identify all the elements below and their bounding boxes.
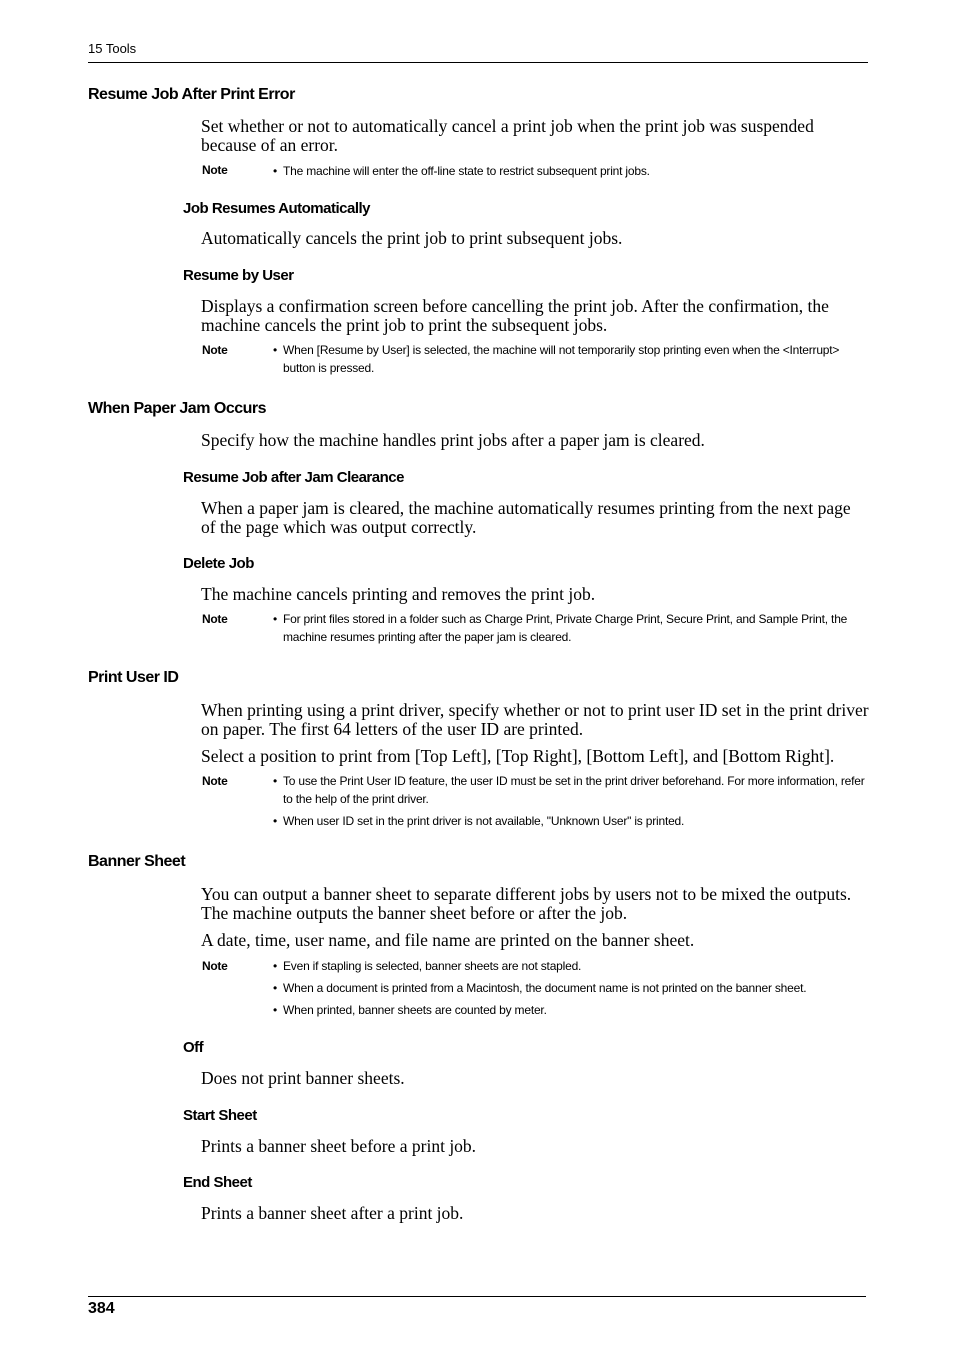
subsection-body: When a paper jam is cleared, the machine automatically resumes printing from the next page of the page which was output correctly. <box>201 498 851 537</box>
subsection-body: Automatically cancels the print job to print subsequent jobs. <box>201 228 623 248</box>
section-body-banner-sheet: You can output a banner sheet to separate different jobs by users not to be mixed the outputs. The machine outputs the banner sheet before or after the job. <box>201 884 852 923</box>
subsection-body: Does not print banner sheets. <box>201 1068 405 1088</box>
section-body-resume-job: Set whether or not to automatically cancel a print job when the print job was suspended because of an error. <box>201 116 814 155</box>
section-title-print-user-id: Print User ID <box>88 669 179 686</box>
note-label: Note <box>202 343 228 357</box>
footer-rule <box>88 1296 866 1297</box>
section-body-paper-jam: Specify how the machine handles print jobs after a paper jam is cleared. <box>201 430 705 450</box>
subsection-body: The machine cancels printing and removes the print job. <box>201 584 596 604</box>
section-title-paper-jam: When Paper Jam Occurs <box>88 400 267 417</box>
note-item: • The machine will enter the off-line state to restrict subsequent print jobs. <box>273 164 650 178</box>
section-body-banner-sheet-2: A date, time, user name, and file name are printed on the banner sheet. <box>201 930 695 950</box>
note-label: Note <box>202 612 228 626</box>
subsection-title-end-sheet: End Sheet <box>183 1174 252 1191</box>
note-item: • For print files stored in a folder such as Charge Print, Private Charge Print, Secure Print, and Sample Print, the machine resumes printing after the paper jam is cleared. <box>273 612 848 644</box>
note-label: Note <box>202 959 228 973</box>
page-number: 384 <box>88 1300 115 1317</box>
header-rule <box>88 62 868 63</box>
section-title-resume-job: Resume Job After Print Error <box>88 86 295 103</box>
chapter-header: 15 Tools <box>88 41 137 56</box>
subsection-body: Displays a confirmation screen before cancelling the print job. After the confirmation, the machine cancels the print job to print the subsequent jobs. <box>201 296 829 335</box>
section-title-banner-sheet: Banner Sheet <box>88 853 186 870</box>
note-item: • When printed, banner sheets are counted by meter. <box>273 1003 547 1017</box>
subsection-title-job-resumes-automatically: Job Resumes Automatically <box>183 200 371 217</box>
note-item: • When user ID set in the print driver is not available, "Unknown User" is printed. <box>273 814 685 828</box>
note-item: • To use the Print User ID feature, the user ID must be set in the print driver beforehand. For more information, refer to the help of the print driver. <box>273 774 865 806</box>
note-item: • Even if stapling is selected, banner sheets are not stapled. <box>273 959 582 973</box>
subsection-body: Prints a banner sheet before a print job. <box>201 1136 477 1156</box>
subsection-title-off: Off <box>183 1039 204 1056</box>
note-item: • When a document is printed from a Macintosh, the document name is not printed on the banner sheet. <box>273 981 807 995</box>
note-label: Note <box>202 774 228 788</box>
subsection-title-resume-job-after-jam: Resume Job after Jam Clearance <box>183 469 404 486</box>
subsection-title-delete-job: Delete Job <box>183 555 254 572</box>
subsection-body: Prints a banner sheet after a print job. <box>201 1203 464 1223</box>
subsection-title-start-sheet: Start Sheet <box>183 1107 257 1124</box>
section-body-print-user-id: When printing using a print driver, specify whether or not to print user ID set in the print driver on paper. The first 64 letters of the user ID are printed. <box>201 700 869 739</box>
note-label: Note <box>202 163 228 177</box>
note-item: • When [Resume by User] is selected, the machine will not temporarily stop printing even when the <Interrupt> button is pressed. <box>273 343 840 375</box>
section-body-print-user-id-2: Select a position to print from [Top Left], [Top Right], [Bottom Left], and [Bottom Right]. <box>201 746 835 766</box>
subsection-title-resume-by-user: Resume by User <box>183 267 294 284</box>
